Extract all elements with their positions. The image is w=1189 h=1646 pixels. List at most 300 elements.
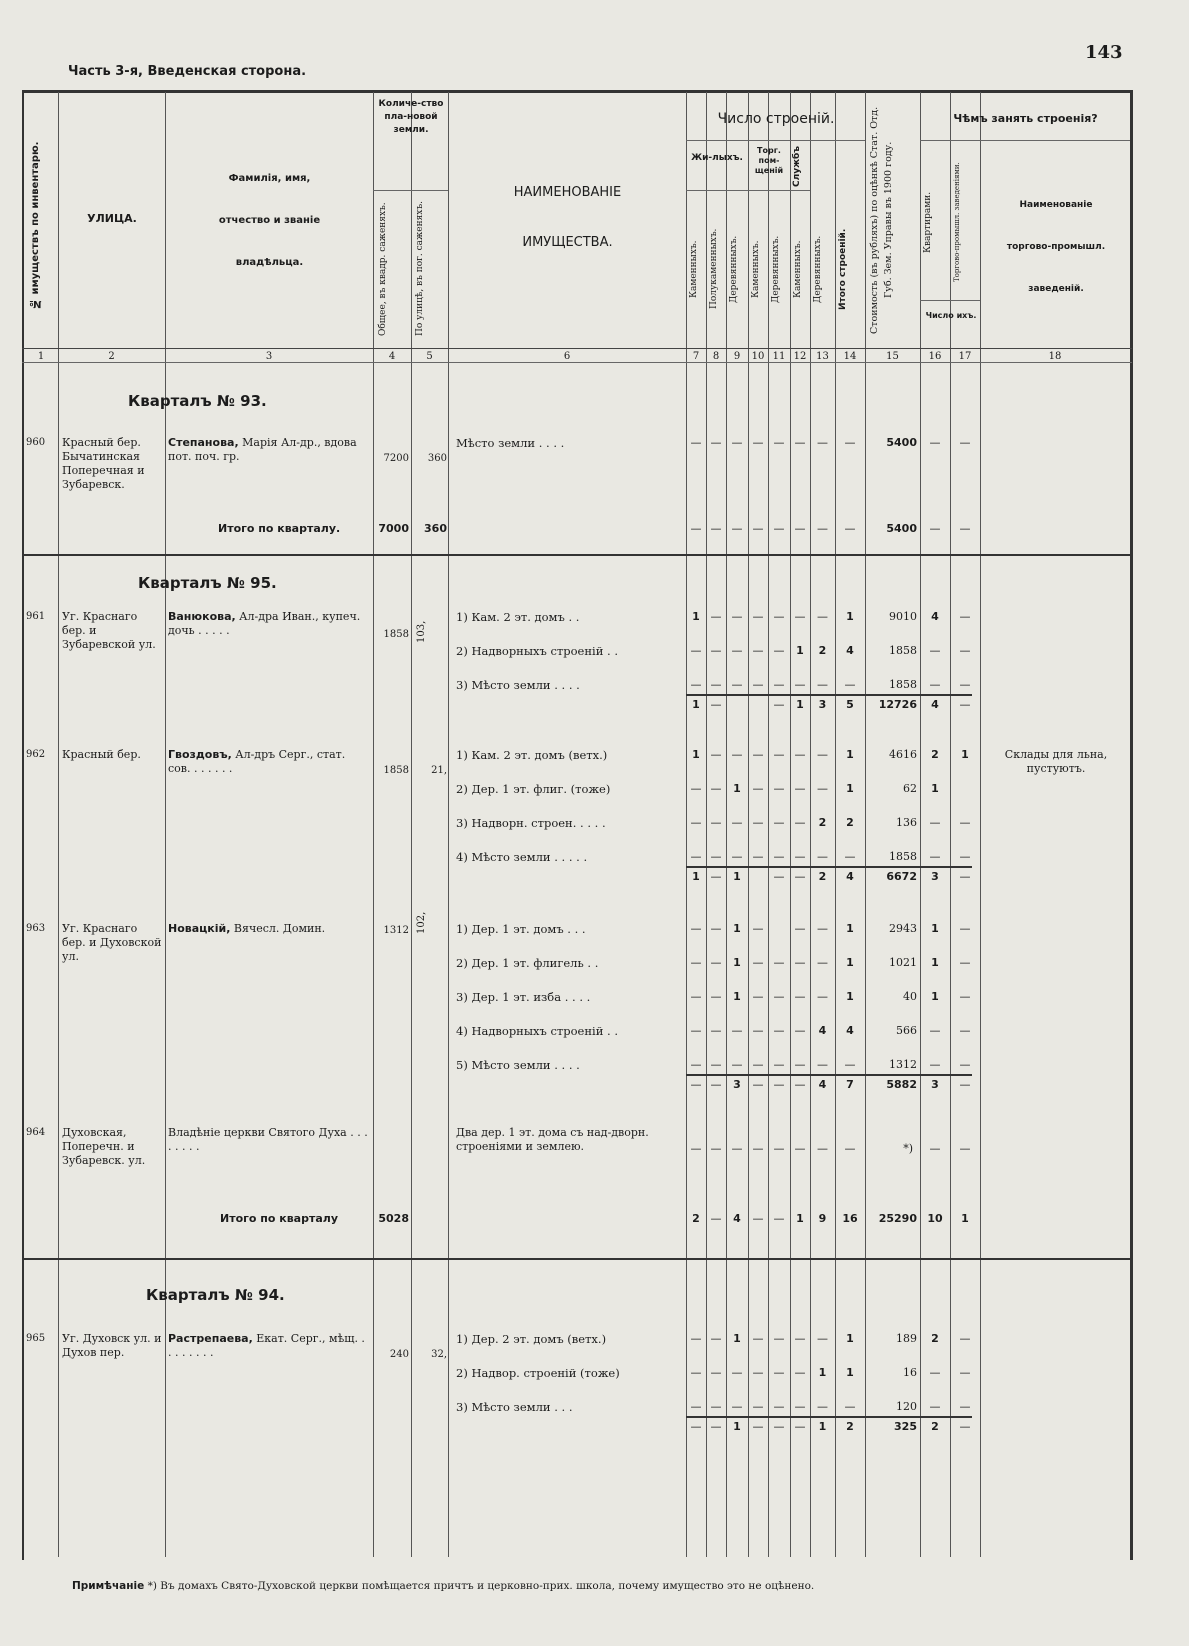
count-cell: — xyxy=(752,1142,764,1155)
count-cell: 1 xyxy=(796,698,804,711)
row-960-property: Мѣсто земли . . . . xyxy=(456,436,565,450)
count-cell: — xyxy=(710,748,722,761)
count-cell: — xyxy=(794,922,806,935)
count-cell: — xyxy=(773,1332,785,1345)
count-cell: 1 xyxy=(961,748,969,761)
count-cell: 1 xyxy=(818,1420,827,1433)
count-cell: — xyxy=(817,678,828,691)
count-cell: 1 xyxy=(846,610,854,623)
footnote: Примѣчаніе *) Въ домахъ Свято-Духовской церкви помѣщается причтъ и церковно-прих. школа, почему имущество это не оцѣнено. xyxy=(72,1580,815,1592)
count-cell: — xyxy=(690,1078,702,1091)
count-cell: — xyxy=(731,850,743,863)
count-cell: 2 xyxy=(818,644,827,657)
row-963-item-1: 1) Дер. 1 эт. домъ . . . xyxy=(456,922,586,936)
row-963-front: 102, xyxy=(416,911,427,935)
part-title: Часть 3-я, Введенская сторона. xyxy=(68,64,307,79)
count-cell: — xyxy=(773,678,785,691)
count-cell: — xyxy=(690,522,702,535)
count-cell: — xyxy=(690,1142,702,1155)
count-cell: — xyxy=(773,870,785,883)
count-cell: — xyxy=(710,436,722,449)
count-cell: 1 xyxy=(846,1366,854,1379)
count-cell: — xyxy=(929,816,941,829)
row-963-total: 5882 xyxy=(886,1078,917,1091)
count-cell: 1 xyxy=(733,1420,741,1433)
count-cell: — xyxy=(710,678,722,691)
count-cell: — xyxy=(752,816,764,829)
count-cell: 4 xyxy=(818,1078,827,1091)
count-cell: — xyxy=(959,990,971,1003)
count-cell: — xyxy=(817,1332,828,1345)
row-961-value-1: 9010 xyxy=(889,610,917,623)
row-963-area: 1312 xyxy=(383,925,409,936)
row-965-front: 32, xyxy=(431,1349,447,1360)
count-cell: — xyxy=(773,1366,785,1379)
count-cell: — xyxy=(752,922,764,935)
row-962-value-3: 136 xyxy=(896,816,917,829)
frame-left xyxy=(22,90,24,1560)
colnum-13: 13 xyxy=(816,351,829,362)
count-cell: — xyxy=(773,956,785,969)
count-cell: 1 xyxy=(796,644,804,657)
count-cell: — xyxy=(929,644,941,657)
count-cell: — xyxy=(929,436,941,449)
count-cell: 16 xyxy=(842,1212,858,1225)
count-cell: — xyxy=(752,1024,764,1037)
quarter-95-total-c17: 1 xyxy=(961,1212,969,1225)
count-cell: — xyxy=(731,748,743,761)
count-cell: — xyxy=(690,1024,702,1037)
count-cell: — xyxy=(752,1078,764,1091)
count-cell: 2 xyxy=(846,1420,854,1433)
row-962-front: 21, xyxy=(431,765,447,776)
col1-header: № имуществъ по инвентарю. xyxy=(30,141,41,309)
count-cell: — xyxy=(959,1332,971,1345)
row-962-total: 6672 xyxy=(886,870,917,883)
count-cell: 2 xyxy=(931,1420,939,1433)
col5-header: По улицѣ, въ пог. саженяхъ. xyxy=(415,201,425,337)
count-cell: — xyxy=(959,1024,971,1037)
row-961-owner: Ванюкова, Ал-дра Иван., купеч. дочь . . . . . xyxy=(168,610,361,637)
count-cell: — xyxy=(752,1332,764,1345)
row-965-item-1: 1) Дер. 2 эт. домъ (ветх.) xyxy=(456,1332,607,1346)
count-cell: — xyxy=(959,644,971,657)
count-cell: 1 xyxy=(931,990,939,1003)
row-961-value-3: 1858 xyxy=(889,678,917,691)
col18-header-c: заведеній. xyxy=(1028,284,1084,294)
row-962-item-1: 1) Кам. 2 эт. домъ (ветх.) xyxy=(456,748,608,762)
count-cell: 1 xyxy=(692,748,700,761)
row-963-street: Уг. Краснаго бер. и Духовской ул. xyxy=(62,922,162,963)
count-cell: 4 xyxy=(846,1024,854,1037)
count-cell: — xyxy=(710,1420,722,1433)
count-cell: — xyxy=(731,1142,743,1155)
row-960-value: 5400 xyxy=(886,436,917,449)
count-cell: — xyxy=(690,1332,702,1345)
count-cell: — xyxy=(844,1400,856,1413)
count-cell: — xyxy=(929,522,941,535)
frame-top xyxy=(22,90,1132,93)
count-cell: — xyxy=(959,1400,971,1413)
count-cell: 3 xyxy=(733,1078,741,1091)
quarter-93-total-area: 7000 xyxy=(378,522,409,535)
col14-header: Итого строеній. xyxy=(838,228,848,310)
count-cell: — xyxy=(794,610,806,623)
row-965-item-2: 2) Надвор. строеній (тоже) xyxy=(456,1366,620,1380)
count-cell: — xyxy=(794,1366,806,1379)
count-cell: — xyxy=(794,1420,806,1433)
row-964-property: Два дер. 1 эт. дома съ над-дворн. строеніями и землею. xyxy=(456,1126,649,1153)
count-cell: — xyxy=(752,678,764,691)
count-cell: — xyxy=(817,782,828,795)
count-cell: 9 xyxy=(818,1212,827,1225)
count-cell: — xyxy=(773,990,785,1003)
quarter-95-total-label: Итого по кварталу xyxy=(220,1212,339,1225)
colnum-2: 2 xyxy=(108,351,115,362)
count-cell: — xyxy=(959,522,971,535)
count-cell: 2 xyxy=(931,748,939,761)
count-cell: — xyxy=(690,816,702,829)
count-cell: — xyxy=(710,1400,722,1413)
col8-header: Полукаменныхъ. xyxy=(709,228,719,310)
count-cell: — xyxy=(794,870,806,883)
count-cell: — xyxy=(959,922,971,935)
count-cell: — xyxy=(794,956,806,969)
row-964-owner: Владѣніе церкви Святого Духа . . . . . . . . xyxy=(168,1126,368,1153)
colnum-17: 17 xyxy=(958,351,972,362)
row-960-owner: Степанова, Марія Ал-др., вдова пот. поч. гр. xyxy=(168,436,357,463)
count-cell: — xyxy=(710,816,722,829)
colnum-7: 7 xyxy=(692,351,700,362)
count-cell: — xyxy=(710,850,722,863)
count-cell: — xyxy=(752,1058,764,1071)
count-cell: — xyxy=(817,522,828,535)
row-963-value-3: 40 xyxy=(903,990,917,1003)
col4-header: Общее, въ квадр. саженяхъ. xyxy=(378,202,388,336)
count-cell: — xyxy=(752,610,764,623)
count-cell: 5 xyxy=(846,698,854,711)
count-cell: 1 xyxy=(846,782,854,795)
group-zhilyh: Жи-лыхъ. xyxy=(691,153,743,163)
count-cell: — xyxy=(817,1142,828,1155)
count-cell: — xyxy=(794,850,806,863)
count-cell: — xyxy=(794,522,806,535)
count-cell: — xyxy=(752,436,764,449)
count-cell: — xyxy=(710,990,722,1003)
row-961-total: 12726 xyxy=(878,698,917,711)
col11-header: Деревянныхъ. xyxy=(771,235,781,303)
count-cell: — xyxy=(794,436,806,449)
count-cell: 1 xyxy=(692,698,700,711)
row-963-item-3: 3) Дер. 1 эт. изба . . . . xyxy=(456,990,591,1004)
colnum-3: 3 xyxy=(265,351,273,362)
count-cell: — xyxy=(690,1400,702,1413)
count-cell: — xyxy=(929,1366,941,1379)
count-cell: — xyxy=(773,436,785,449)
count-cell: — xyxy=(752,1366,764,1379)
quarter-95-separator xyxy=(22,1258,1132,1260)
count-cell: — xyxy=(773,644,785,657)
count-cell: — xyxy=(929,1024,941,1037)
quarter-93-total-label: Итого по кварталу. xyxy=(218,522,341,535)
quarter-93-title: Кварталъ № 93. xyxy=(128,392,267,410)
count-cell: — xyxy=(773,1142,785,1155)
group-torg: Торг. пом-щеній xyxy=(754,146,784,175)
count-cell: — xyxy=(959,698,971,711)
col13-header: Деревянныхъ. xyxy=(813,235,823,303)
count-cell: 1 xyxy=(733,782,741,795)
count-cell: — xyxy=(794,678,806,691)
quarter-95-total-value: 25290 xyxy=(878,1212,917,1225)
row-963-value-2: 1021 xyxy=(889,956,917,969)
count-cell: — xyxy=(773,1024,785,1037)
row-962-no: 962 xyxy=(26,749,46,760)
row-965-value-2: 16 xyxy=(903,1366,917,1379)
row-963-value-1: 2943 xyxy=(889,922,917,935)
count-cell: — xyxy=(690,922,702,935)
count-cell: — xyxy=(731,816,743,829)
count-cell: — xyxy=(752,1400,764,1413)
row-963-no: 963 xyxy=(26,923,46,934)
count-cell: — xyxy=(690,644,702,657)
count-cell: — xyxy=(773,748,785,761)
quarter-94-title: Кварталъ № 94. xyxy=(146,1286,285,1304)
count-cell: 1 xyxy=(733,870,741,883)
count-cell: 7 xyxy=(846,1078,854,1091)
count-cell: — xyxy=(690,782,702,795)
row-961-no: 961 xyxy=(26,611,46,622)
col7-14-header: Число строеній. xyxy=(717,111,835,127)
count-cell: — xyxy=(844,1058,856,1071)
count-cell: — xyxy=(731,610,743,623)
row-964-street: Духовская, Поперечн. и Зубаревск. ул. xyxy=(62,1126,146,1167)
quarter-95-title: Кварталъ № 95. xyxy=(138,574,277,592)
count-cell: 4 xyxy=(931,610,939,623)
col45-header: Количе-ство пла-новой земли. xyxy=(378,99,444,135)
count-cell: 2 xyxy=(818,816,827,829)
count-cell: 4 xyxy=(846,644,854,657)
row-962-item-2: 2) Дер. 1 эт. флиг. (тоже) xyxy=(456,782,611,796)
count-cell: — xyxy=(817,956,828,969)
col3-header-a: Фамилія, имя, xyxy=(228,173,311,184)
row-962-enterprise: Склады для льна, пустуютъ. xyxy=(1004,748,1108,775)
count-cell: 1 xyxy=(931,922,939,935)
count-cell: — xyxy=(752,782,764,795)
col12-header: Каменныхъ. xyxy=(793,240,803,298)
count-cell: — xyxy=(710,644,722,657)
count-cell: — xyxy=(773,1078,785,1091)
count-cell: — xyxy=(773,522,785,535)
count-cell: 2 xyxy=(846,816,854,829)
count-cell: 1 xyxy=(931,782,939,795)
count-cell: 3 xyxy=(818,698,827,711)
count-cell: — xyxy=(690,850,702,863)
count-cell: 1 xyxy=(692,610,700,623)
count-cell: — xyxy=(731,1058,743,1071)
row-960-area: 7200 xyxy=(383,453,409,464)
row-965-item-3: 3) Мѣсто земли . . . xyxy=(456,1400,573,1414)
count-cell: — xyxy=(710,698,722,711)
row-962-value-4: 1858 xyxy=(889,850,917,863)
count-cell: — xyxy=(710,782,722,795)
count-cell: — xyxy=(773,1400,785,1413)
count-cell: — xyxy=(817,922,828,935)
colnum-12: 12 xyxy=(793,351,807,362)
colnum-16: 16 xyxy=(928,351,942,362)
count-cell: — xyxy=(817,610,828,623)
colnum-11: 11 xyxy=(772,351,786,362)
count-cell: — xyxy=(929,1142,941,1155)
row-965-owner: Растрепаева, Екат. Серг., мѣщ. . . . . . . . . xyxy=(168,1332,365,1359)
count-cell: — xyxy=(959,816,971,829)
count-cell: — xyxy=(710,522,722,535)
row-962-item-3: 3) Надворн. строен. . . . . xyxy=(456,816,606,830)
count-cell: — xyxy=(959,436,971,449)
count-cell: — xyxy=(710,1058,722,1071)
count-cell: — xyxy=(752,748,764,761)
count-cell: — xyxy=(959,1142,971,1155)
count-cell: — xyxy=(794,1058,806,1071)
col16-header: Квартирами. xyxy=(923,191,933,254)
row-963-item-4: 4) Надворныхъ строеній . . xyxy=(456,1024,618,1038)
frame-right xyxy=(1130,90,1133,1560)
count-cell: — xyxy=(817,436,828,449)
count-cell: — xyxy=(794,816,806,829)
col1617-count-header: Число ихъ. xyxy=(925,311,977,320)
count-cell: — xyxy=(817,748,828,761)
count-cell: — xyxy=(752,990,764,1003)
count-cell: — xyxy=(817,1058,828,1071)
count-cell: — xyxy=(929,1058,941,1071)
count-cell: — xyxy=(817,1400,828,1413)
count-cell: — xyxy=(959,956,971,969)
count-cell: 2 xyxy=(818,870,827,883)
colnum-1: 1 xyxy=(37,351,45,362)
count-cell: 1 xyxy=(846,748,854,761)
count-cell: 1 xyxy=(692,870,700,883)
count-cell: — xyxy=(773,816,785,829)
count-cell: — xyxy=(752,956,764,969)
count-cell: 2 xyxy=(931,1332,939,1345)
count-cell: — xyxy=(710,1078,722,1091)
row-963-item-5: 5) Мѣсто земли . . . . xyxy=(456,1058,580,1072)
col9-header: Деревянныхъ. xyxy=(729,235,739,303)
count-cell: — xyxy=(844,1142,856,1155)
col15-header: Стоимость (въ рубляхъ) по оцѣнкѣ Стат. Отд. Губ. Зем. Управы въ 1900 году. xyxy=(869,106,894,334)
count-cell: — xyxy=(773,1420,785,1433)
row-963-item-2: 2) Дер. 1 эт. флигель . . xyxy=(456,956,599,970)
row-963-value-5: 1312 xyxy=(889,1058,917,1071)
colnum-14: 14 xyxy=(843,351,857,362)
count-cell: — xyxy=(794,1332,806,1345)
row-964-no: 964 xyxy=(26,1127,46,1138)
count-cell: — xyxy=(959,678,971,691)
col18-header-a: Наименованіе xyxy=(1019,200,1093,210)
quarter-93-total-value: 5400 xyxy=(886,522,917,535)
col10-header: Каменныхъ. xyxy=(751,240,761,298)
count-cell: — xyxy=(731,1366,743,1379)
count-cell: 3 xyxy=(931,870,939,883)
colnum-8: 8 xyxy=(712,351,720,362)
count-cell: 3 xyxy=(931,1078,939,1091)
count-cell: — xyxy=(773,1212,785,1225)
count-cell: — xyxy=(690,1366,702,1379)
count-cell: — xyxy=(794,748,806,761)
count-cell: — xyxy=(731,678,743,691)
count-cell: — xyxy=(817,990,828,1003)
row-965-no: 965 xyxy=(26,1333,46,1344)
row-960-street: Красный бер. Бычатинская Поперечная и Зубаревск. xyxy=(62,436,145,491)
count-cell: — xyxy=(752,1212,764,1225)
count-cell: 4 xyxy=(818,1024,827,1037)
count-cell: — xyxy=(959,850,971,863)
count-cell: — xyxy=(752,522,764,535)
count-cell: — xyxy=(773,698,785,711)
row-961-item-1: 1) Кам. 2 эт. домъ . . xyxy=(456,610,580,624)
count-cell: — xyxy=(959,1058,971,1071)
count-cell: 1 xyxy=(733,1332,741,1345)
row-965-street: Уг. Духовск ул. и Духов пер. xyxy=(62,1332,162,1359)
count-cell: — xyxy=(690,990,702,1003)
row-960-front: 360 xyxy=(427,453,447,464)
count-cell: — xyxy=(690,1420,702,1433)
count-cell: 4 xyxy=(733,1212,741,1225)
colnum-5: 5 xyxy=(426,351,433,362)
count-cell: 1 xyxy=(733,922,741,935)
count-cell: 1 xyxy=(931,956,939,969)
colnum-4: 4 xyxy=(388,351,396,362)
col7-header: Каменныхъ. xyxy=(689,240,699,298)
row-965-value-3: 120 xyxy=(896,1400,917,1413)
count-cell: — xyxy=(794,1400,806,1413)
count-cell: 1 xyxy=(818,1366,827,1379)
row-965-total: 325 xyxy=(894,1420,917,1433)
colnum-9: 9 xyxy=(733,351,741,362)
count-cell: — xyxy=(710,922,722,935)
count-cell: — xyxy=(690,436,702,449)
count-cell: — xyxy=(690,956,702,969)
colnum-6: 6 xyxy=(563,351,571,362)
count-cell: — xyxy=(710,956,722,969)
row-962-item-4: 4) Мѣсто земли . . . . . xyxy=(456,850,588,864)
count-cell: — xyxy=(752,1420,764,1433)
count-cell: — xyxy=(794,990,806,1003)
row-961-front: 103, xyxy=(416,620,427,644)
col17-header: Торгово-промышл. заведеніями. xyxy=(953,162,961,283)
count-cell: — xyxy=(773,850,785,863)
count-cell: — xyxy=(731,644,743,657)
count-cell: 4 xyxy=(931,698,939,711)
count-cell: 1 xyxy=(846,922,854,935)
row-961-item-2: 2) Надворныхъ строеній . . xyxy=(456,644,618,658)
count-cell: — xyxy=(794,782,806,795)
row-961-item-3: 3) Мѣсто земли . . . . xyxy=(456,678,580,692)
count-cell: — xyxy=(710,610,722,623)
count-cell: 2 xyxy=(692,1212,700,1225)
count-cell: — xyxy=(929,850,941,863)
count-cell: — xyxy=(844,678,856,691)
count-cell: — xyxy=(773,782,785,795)
count-cell: 4 xyxy=(846,870,854,883)
count-cell: 1 xyxy=(846,956,854,969)
count-cell: — xyxy=(690,678,702,691)
count-cell: — xyxy=(752,644,764,657)
count-cell: — xyxy=(929,678,941,691)
col3-header-c: владѣльца. xyxy=(235,257,304,268)
col6-header-b: ИМУЩЕСТВА. xyxy=(522,235,613,250)
count-cell: — xyxy=(710,1366,722,1379)
group-sluzhb: Службъ xyxy=(792,145,802,187)
